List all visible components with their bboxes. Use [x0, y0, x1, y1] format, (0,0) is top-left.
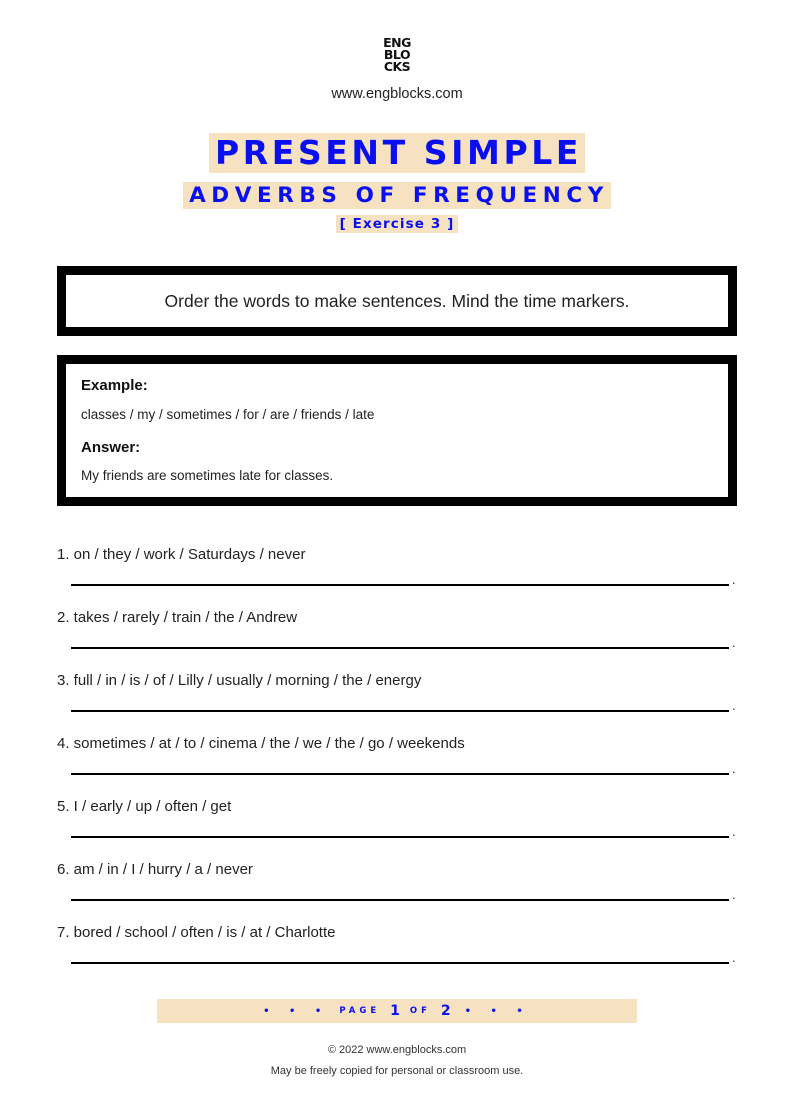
pagination-page-word: PAGE: [339, 1006, 381, 1016]
logo-line-1: ENG: [383, 35, 411, 50]
logo-line-2: BLO: [383, 47, 411, 62]
page-subtitle: ADVERBS OF FREQUENCY: [183, 182, 611, 209]
answer-line[interactable]: [71, 836, 729, 838]
answer-text: My friends are sometimes late for classes.: [81, 468, 334, 483]
answer-line[interactable]: [71, 710, 729, 712]
exercise-label-wrap: [0, 215, 794, 233]
line-end-dot: .: [732, 761, 736, 776]
question-prompt: 5. I / early / up / often / get: [57, 798, 232, 815]
line-end-dot: .: [732, 824, 736, 839]
answer-line[interactable]: [71, 647, 729, 649]
example-box: [57, 355, 737, 506]
pagination-dots-right: • • •: [464, 1005, 531, 1017]
answer-label: Answer:: [81, 439, 141, 456]
instructions-box: [57, 266, 737, 336]
question-prompt: 1. on / they / work / Saturdays / never: [57, 546, 306, 563]
question-prompt: 2. takes / rarely / train / the / Andrew: [57, 609, 298, 626]
pagination-dots-left: • • •: [263, 1005, 330, 1017]
line-end-dot: .: [732, 887, 736, 902]
answer-line[interactable]: [71, 584, 729, 586]
line-end-dot: .: [732, 698, 736, 713]
answer-line[interactable]: [71, 962, 729, 964]
engblocks-logo: [0, 37, 794, 73]
question-prompt: 7. bored / school / often / is / at / Charlotte: [57, 924, 336, 941]
title-sub-wrap: [0, 182, 794, 209]
page-title: PRESENT SIMPLE: [209, 133, 585, 173]
answer-line[interactable]: [71, 773, 729, 775]
line-end-dot: .: [732, 635, 736, 650]
answer-line[interactable]: [71, 899, 729, 901]
exercise-label: [ Exercise 3 ]: [336, 215, 459, 233]
instructions-text: Order the words to make sentences. Mind the time markers.: [164, 290, 630, 311]
example-text: classes / my / sometimes / for / are / friends / late: [81, 407, 375, 422]
question-prompt: 3. full / in / is / of / Lilly / usually / morning / the / energy: [57, 672, 422, 689]
pagination-bar: [157, 999, 637, 1023]
pagination-total: 2: [440, 1003, 451, 1019]
example-label: Example:: [81, 377, 148, 394]
site-url: www.engblocks.com: [331, 86, 463, 102]
question-prompt: 6. am / in / I / hurry / a / never: [57, 861, 253, 878]
question-prompt: 4. sometimes / at / to / cinema / the / we / the / go / weekends: [57, 735, 465, 752]
pagination-of-word: OF: [409, 1006, 431, 1016]
line-end-dot: .: [732, 950, 736, 965]
pagination-current: 1: [390, 1003, 400, 1019]
logo-line-3: CKS: [383, 59, 411, 74]
footer-copyright: © 2022 www.engblocks.com: [327, 1044, 467, 1056]
title-main-wrap: [0, 133, 794, 173]
footer-license: May be freely copied for personal or classroom use.: [270, 1065, 524, 1077]
line-end-dot: .: [732, 572, 736, 587]
